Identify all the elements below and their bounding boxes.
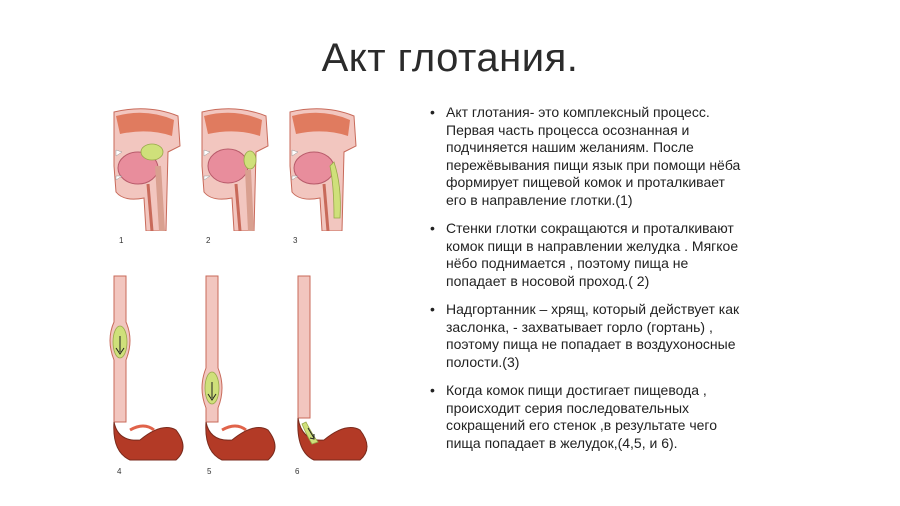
figure-label-3: 3 bbox=[293, 236, 298, 245]
head-section-drawing-2 bbox=[196, 106, 274, 231]
figure-label-6: 6 bbox=[295, 467, 300, 476]
head-section-figure-3 bbox=[284, 106, 362, 231]
esophagus-drawing-5 bbox=[192, 272, 284, 464]
figure-label-4: 4 bbox=[117, 467, 122, 476]
bullet-item bbox=[428, 220, 848, 290]
bullet-list bbox=[428, 104, 848, 463]
esophagus-drawing-4 bbox=[100, 272, 192, 464]
head-section-drawing-1 bbox=[108, 106, 186, 231]
bullet-marker: • bbox=[430, 301, 435, 317]
bullet-text: Когда комок пищи достигает пищевода , происходит серия последовательных сокращений его стенок ,в результате чего пища попадает в желудок,(4,5, и 6). bbox=[446, 382, 718, 451]
esophagus-figure-5 bbox=[192, 272, 284, 464]
head-section-drawing-3 bbox=[284, 106, 362, 231]
swallowing-illustrations bbox=[100, 100, 390, 490]
figure-label-2: 2 bbox=[206, 236, 211, 245]
esophagus-drawing-6 bbox=[284, 272, 376, 464]
bullet-marker: • bbox=[430, 104, 435, 120]
bullet-text: Стенки глотки сокращаются и проталкивают комок пищи в направлении желудка . Мягкое нёбо поднимается , поэтому пища не попадает в носовой проход.( 2) bbox=[446, 220, 739, 289]
slide-title: Акт глотания. bbox=[321, 36, 579, 80]
bullet-text: Акт глотания- это комплексный процесс. Первая часть процесса осознанная и подчиняется нашим желаниям. После пережёвывания пищи язык при помощи нёба формирует пищевой комок и проталкивает его в направление глотки.(1) bbox=[446, 104, 741, 208]
head-section-figure-2 bbox=[196, 106, 274, 231]
esophagus-figure-6 bbox=[284, 272, 376, 464]
figure-label-5: 5 bbox=[207, 467, 212, 476]
esophagus-figure-4 bbox=[100, 272, 192, 464]
bullet-item bbox=[428, 104, 848, 209]
figure-label-1: 1 bbox=[119, 236, 124, 245]
bullet-marker: • bbox=[430, 382, 435, 398]
bullet-item bbox=[428, 382, 848, 452]
bullet-item bbox=[428, 301, 848, 371]
head-section-figure-1 bbox=[108, 106, 186, 231]
bullet-marker: • bbox=[430, 220, 435, 236]
bullet-text: Надгортанник – хрящ, который действует как заслонка, - захватывает горло (гортань) , поэтому пища не попадает в воздухоносные полости.(3) bbox=[446, 301, 740, 370]
